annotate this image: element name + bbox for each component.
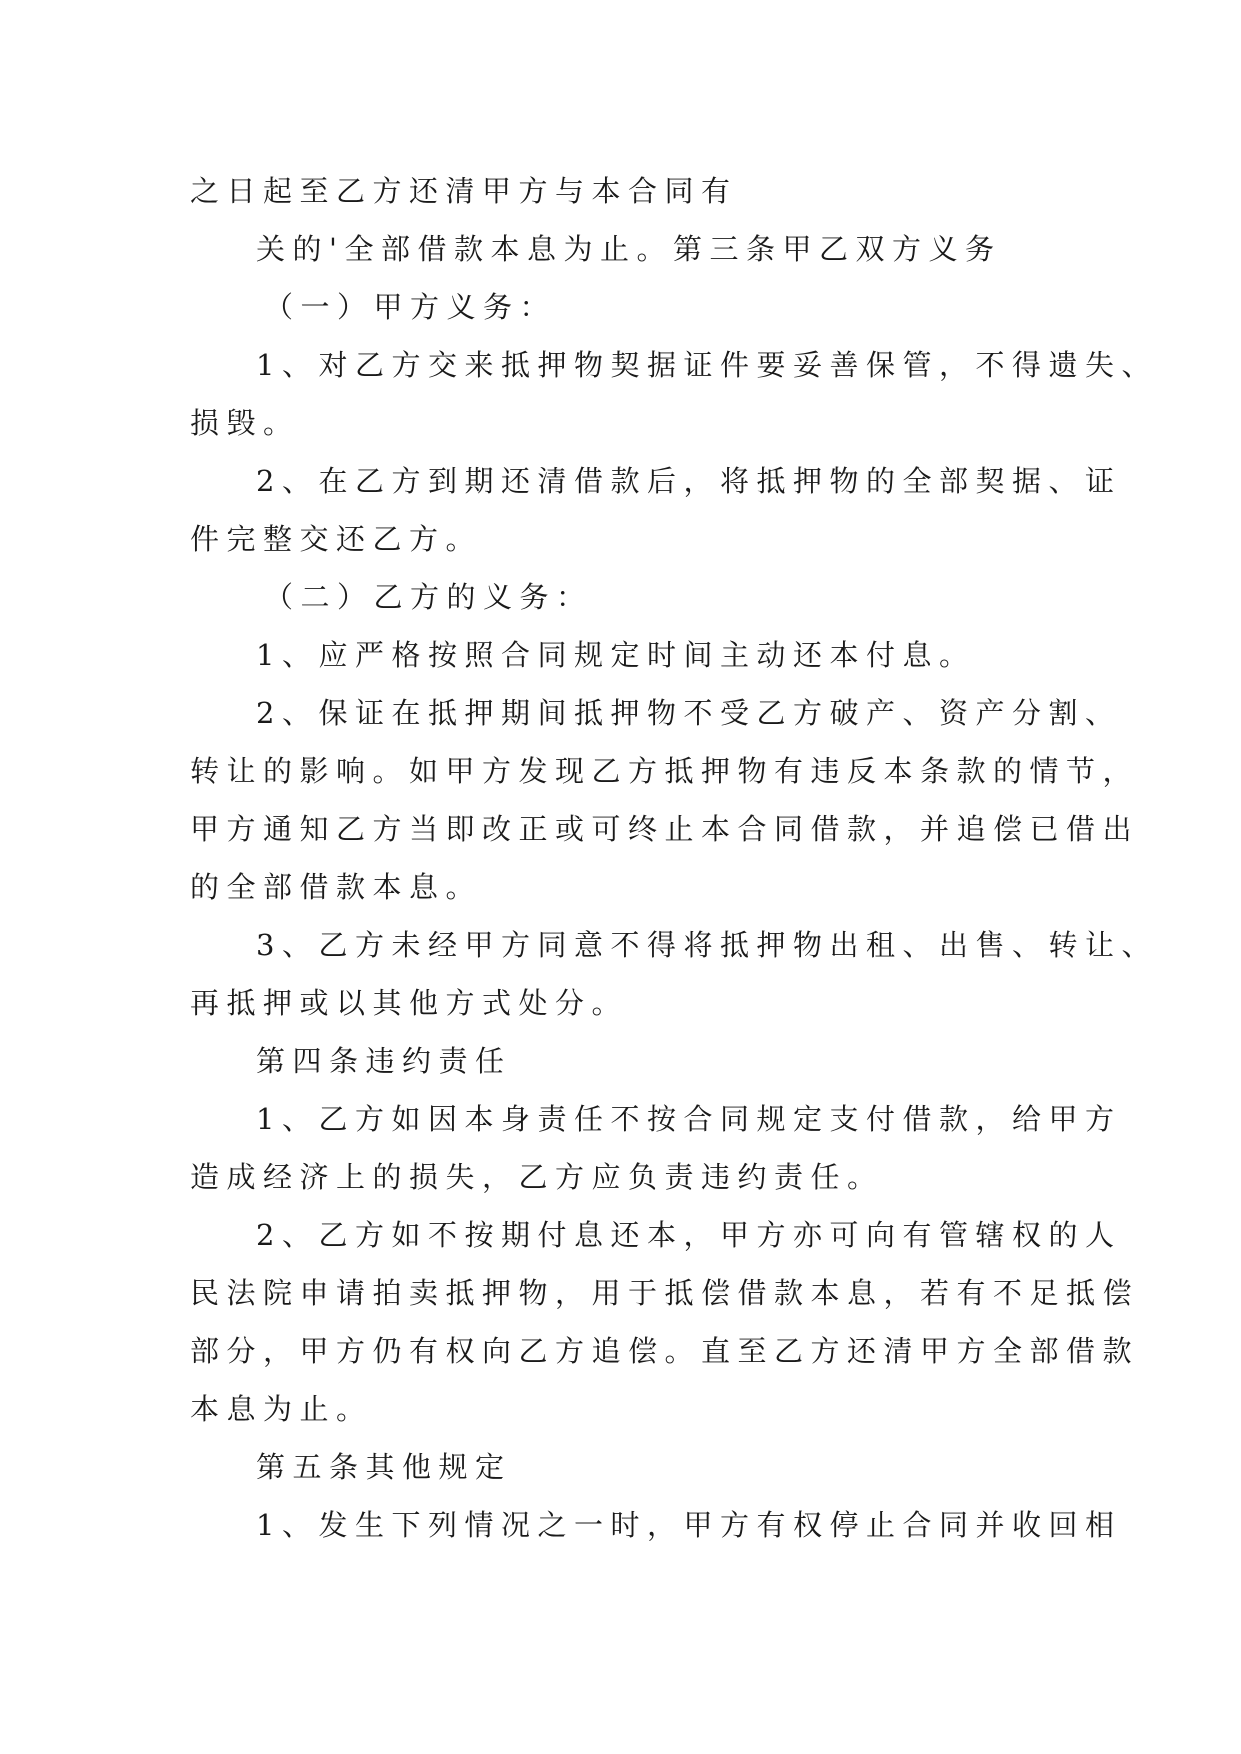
- paragraph-line: 再抵押或以其他方式处分。: [190, 986, 629, 1020]
- paragraph-line: 甲方通知乙方当即改正或可终止本合同借款，并追偿已借出: [190, 812, 1140, 846]
- paragraph-line: 1、对乙方交来抵押物契据证件要妥善保管，不得遗失、: [256, 348, 1158, 382]
- paragraph-line: 民法院申请拍卖抵押物，用于抵偿借款本息，若有不足抵偿: [190, 1276, 1140, 1310]
- paragraph-line: 2、在乙方到期还清借款后，将抵押物的全部契据、证: [256, 464, 1122, 498]
- paragraph-line: 造成经济上的损失，乙方应负责违约责任。: [190, 1160, 884, 1194]
- paragraph-line: 关的'全部借款本息为止。第三条甲乙双方义务: [256, 232, 1002, 266]
- paragraph-line: 的全部借款本息。: [190, 870, 483, 904]
- paragraph-line: 件完整交还乙方。: [190, 522, 483, 556]
- paragraph-line: 1、发生下列情况之一时，甲方有权停止合同并收回相: [256, 1508, 1122, 1542]
- document-body: [190, 162, 1158, 1554]
- article-heading: 第四条违约责任: [256, 1044, 512, 1078]
- paragraph-line: 之日起至乙方还清甲方与本合同有: [190, 174, 738, 208]
- paragraph-line: 2、乙方如不按期付息还本，甲方亦可向有管辖权的人: [256, 1218, 1122, 1252]
- article-heading: 第五条其他规定: [256, 1450, 512, 1484]
- paragraph-line: 2、保证在抵押期间抵押物不受乙方破产、资产分割、: [256, 696, 1122, 730]
- paragraph-line: 转让的影响。如甲方发现乙方抵押物有违反本条款的情节，: [190, 754, 1140, 788]
- paragraph-line: 1、应严格按照合同规定时间主动还本付息。: [256, 638, 976, 672]
- paragraph-line: 部分，甲方仍有权向乙方追偿。直至乙方还清甲方全部借款: [190, 1334, 1140, 1368]
- paragraph-line: 本息为止。: [190, 1392, 373, 1426]
- section-heading: （一）甲方义务：: [264, 290, 557, 324]
- paragraph-line: 损毁。: [190, 406, 300, 440]
- section-heading: （二）乙方的义务：: [264, 580, 593, 614]
- paragraph-line: 3、乙方未经甲方同意不得将抵押物出租、出售、转让、: [256, 928, 1158, 962]
- paragraph-line: 1、乙方如因本身责任不按合同规定支付借款，给甲方: [256, 1102, 1122, 1136]
